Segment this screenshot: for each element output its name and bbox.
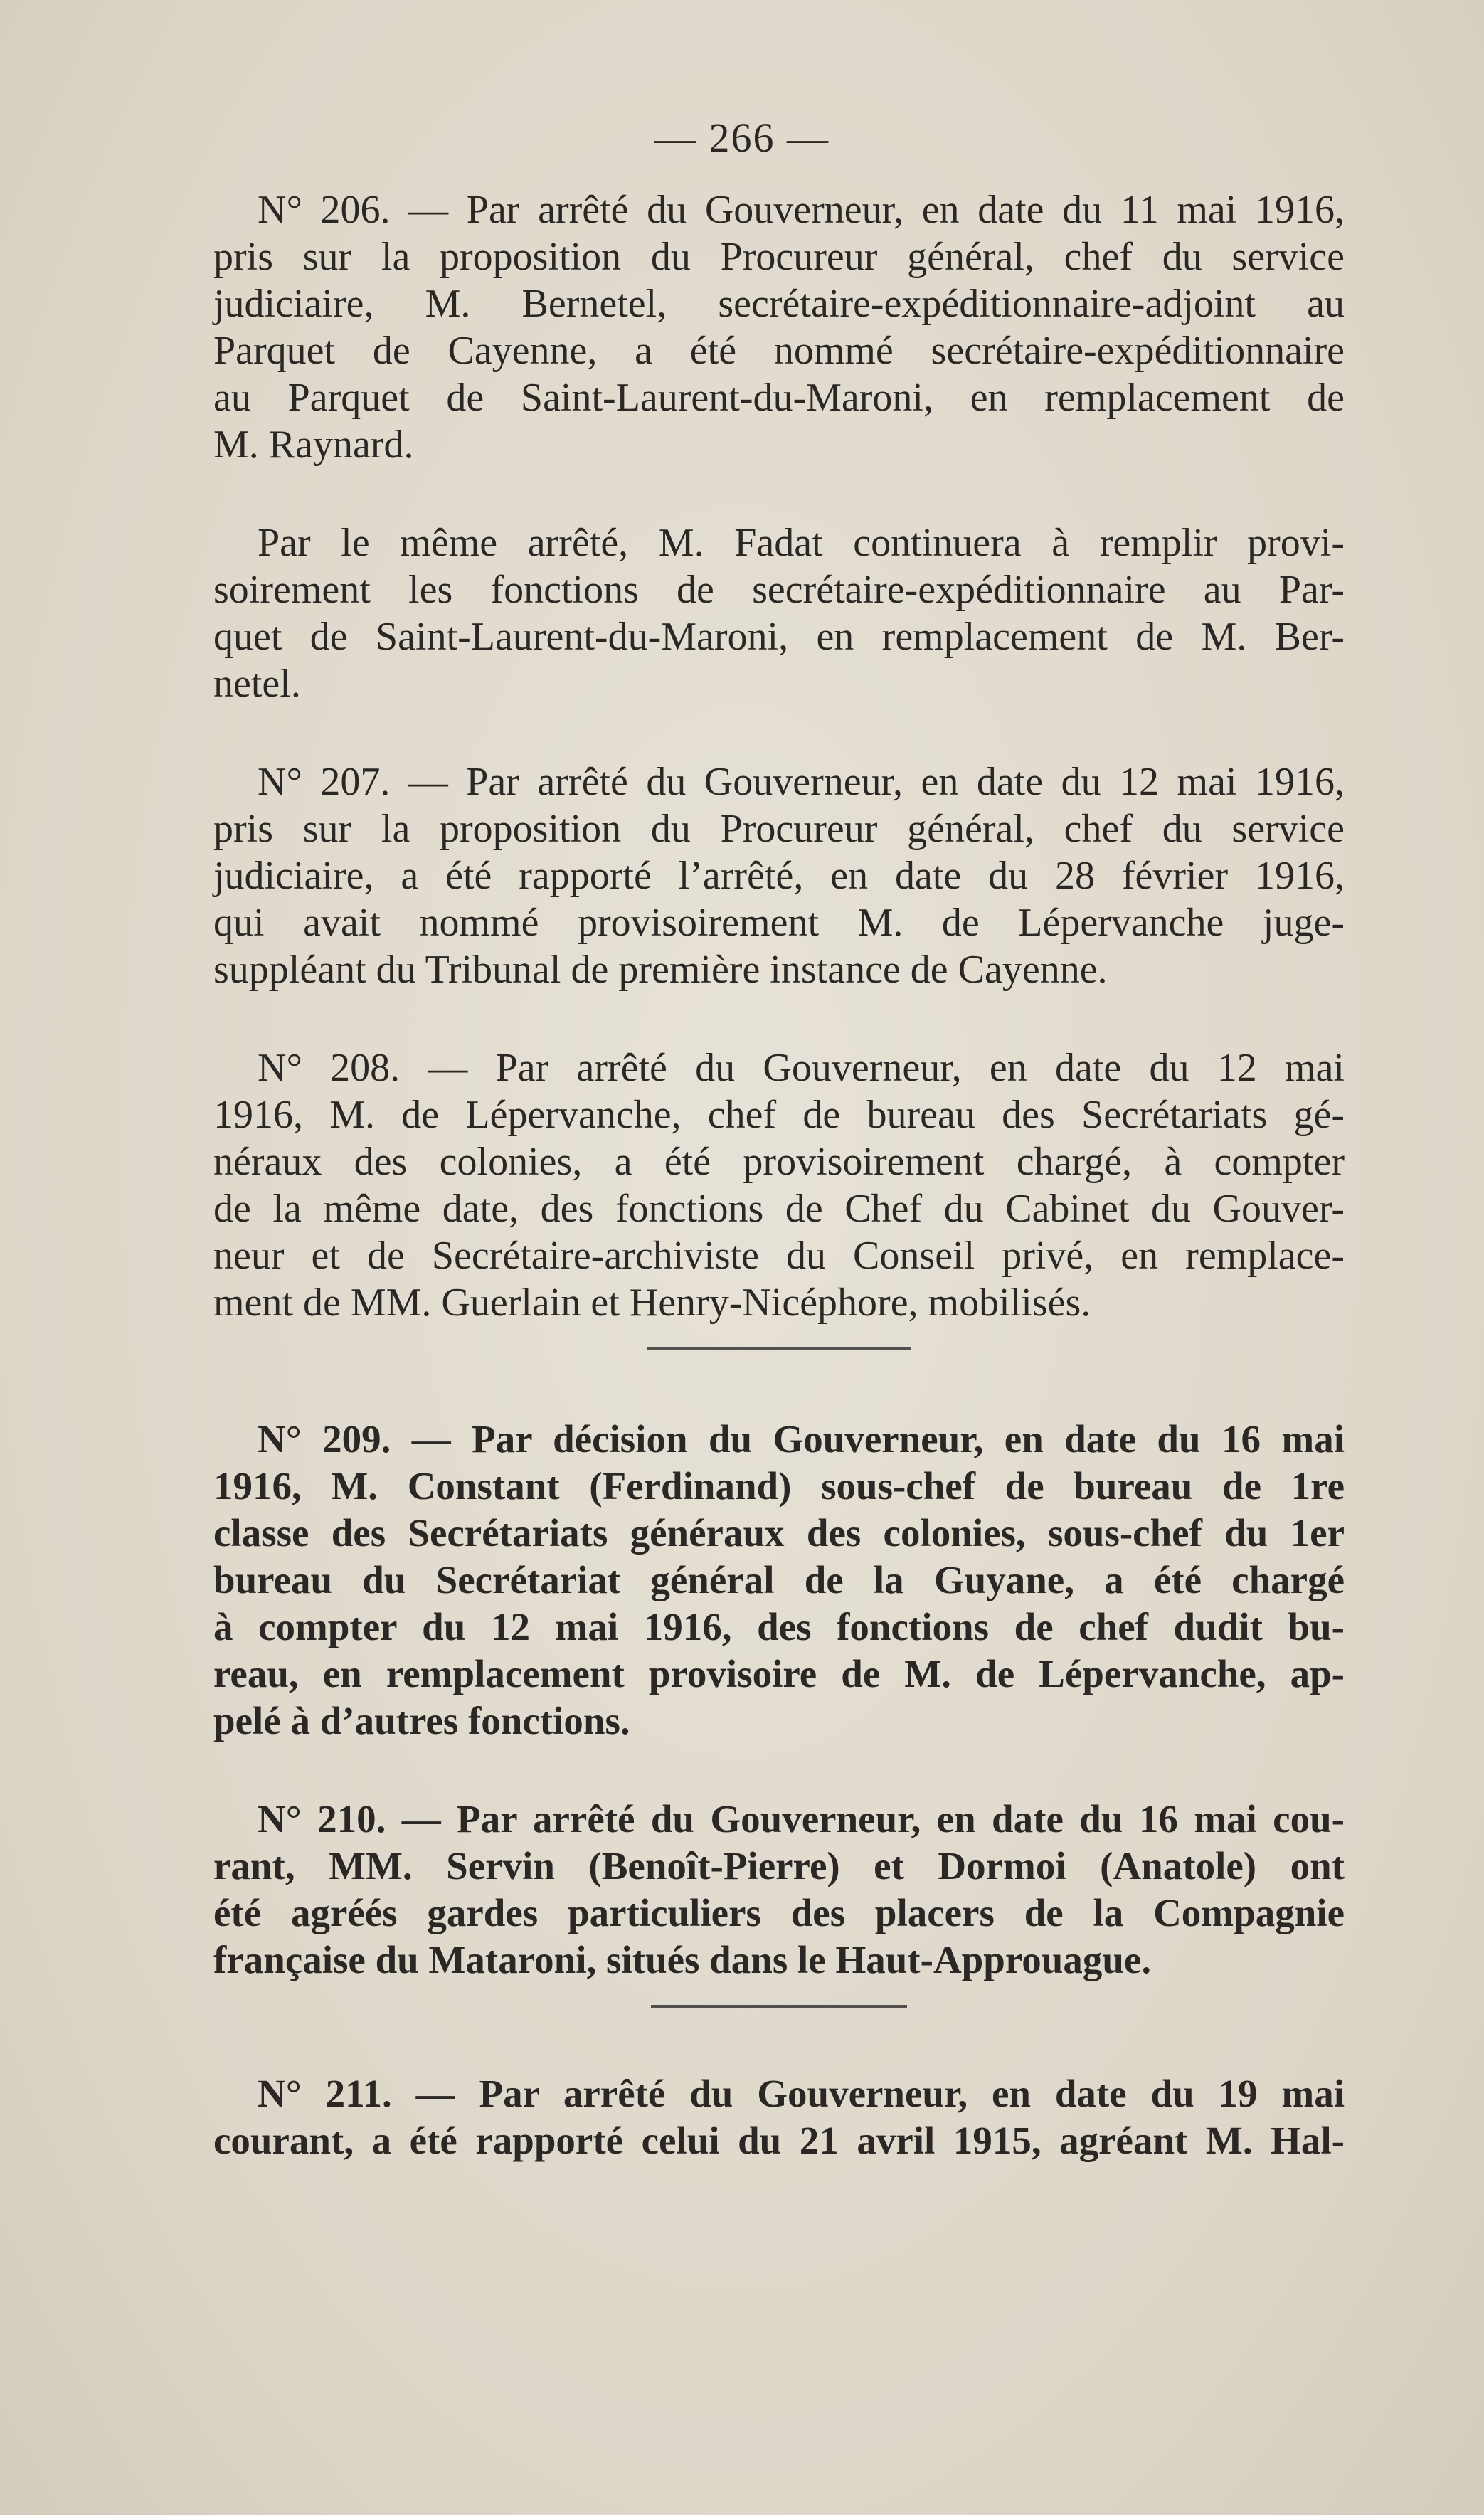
- text-line: néraux des colonies, a été provisoirement chargé, à compter: [213, 1140, 1345, 1184]
- text-line: française du Mataroni, situés dans le Haut-Approuague.: [213, 1938, 1152, 1981]
- text-line: N° 210. — Par arrêté du Gouverneur, en date du 16 mai cou-: [258, 1797, 1345, 1841]
- text-line: 1916, M. de Lépervanche, chef de bureau des Secrétariats gé-: [213, 1093, 1345, 1137]
- text-line: judiciaire, M. Bernetel, secrétaire-expéditionnaire-adjoint au: [213, 282, 1345, 326]
- text-line: pris sur la proposition du Procureur général, chef du service: [213, 807, 1345, 851]
- text-line: au Parquet de Saint-Laurent-du-Maroni, en remplacement de: [213, 376, 1345, 420]
- paragraph-209: [213, 1416, 1345, 1744]
- paragraph-206: [213, 186, 1345, 468]
- text-line: classe des Secrétariats généraux des colonies, sous-chef du 1er: [213, 1511, 1345, 1555]
- text-line: M. Raynard.: [213, 423, 414, 467]
- text-line: N° 207. — Par arrêté du Gouverneur, en date du 12 mai 1916,: [258, 760, 1345, 804]
- text-line: quet de Saint-Laurent-du-Maroni, en remplacement de M. Ber-: [213, 615, 1345, 659]
- text-line: bureau du Secrétariat général de la Guyane, a été chargé: [213, 1558, 1345, 1601]
- text-line: de la même date, des fonctions de Chef du Cabinet du Gouver-: [213, 1187, 1345, 1231]
- text-line: neur et de Secrétaire-archiviste du Conseil privé, en remplace-: [213, 1234, 1345, 1278]
- text-line: rant, MM. Servin (Benoît-Pierre) et Dormoi (Anatole) ont: [213, 1844, 1345, 1887]
- text-line: judiciaire, a été rapporté l’arrêté, en date du 28 février 1916,: [213, 854, 1345, 898]
- text-block-1: [213, 186, 1345, 2164]
- paragraph-210: [213, 1796, 1345, 1984]
- section-divider: [651, 2005, 907, 2008]
- page-number: — 266 —: [654, 115, 830, 161]
- text-line: soirement les fonctions de secrétaire-expéditionnaire au Par-: [213, 568, 1345, 612]
- text-line: pelé à d’autres fonctions.: [213, 1699, 630, 1742]
- paragraph-211: [213, 2070, 1345, 2164]
- section-divider: [647, 1347, 911, 1350]
- text-line: suppléant du Tribunal de première instance de Cayenne.: [213, 948, 1108, 992]
- text-line: Par le même arrêté, M. Fadat continuera à remplir provi-: [258, 521, 1345, 565]
- text-line: netel.: [213, 662, 301, 706]
- text-line: qui avait nommé provisoirement M. de Lépervanche juge-: [213, 901, 1345, 945]
- text-line: Parquet de Cayenne, a été nommé secrétaire-expéditionnaire: [213, 329, 1345, 373]
- text-line: N° 209. — Par décision du Gouverneur, en date du 16 mai: [258, 1417, 1345, 1461]
- paragraph-206-continued: [213, 519, 1345, 707]
- text-line: courant, a été rapporté celui du 21 avril 1915, agréant M. Hal-: [213, 2119, 1345, 2162]
- text-line: 1916, M. Constant (Ferdinand) sous-chef de bureau de 1re: [213, 1464, 1345, 1508]
- text-line: pris sur la proposition du Procureur général, chef du service: [213, 235, 1345, 279]
- text-line: N° 211. — Par arrêté du Gouverneur, en date du 19 mai: [258, 2072, 1345, 2115]
- text-line: à compter du 12 mai 1916, des fonctions de chef dudit bu-: [213, 1605, 1345, 1648]
- text-line: N° 208. — Par arrêté du Gouverneur, en date du 12 mai: [258, 1046, 1345, 1090]
- paragraph-207: [213, 758, 1345, 993]
- text-line: ment de MM. Guerlain et Henry-Nicéphore, mobilisés.: [213, 1281, 1091, 1325]
- text-line: N° 206. — Par arrêté du Gouverneur, en date du 11 mai 1916,: [258, 188, 1345, 232]
- text-line: reau, en remplacement provisoire de M. de Lépervanche, ap-: [213, 1652, 1345, 1695]
- text-line: été agréés gardes particuliers des placers de la Compagnie: [213, 1891, 1345, 1934]
- paragraph-208: [213, 1044, 1345, 1326]
